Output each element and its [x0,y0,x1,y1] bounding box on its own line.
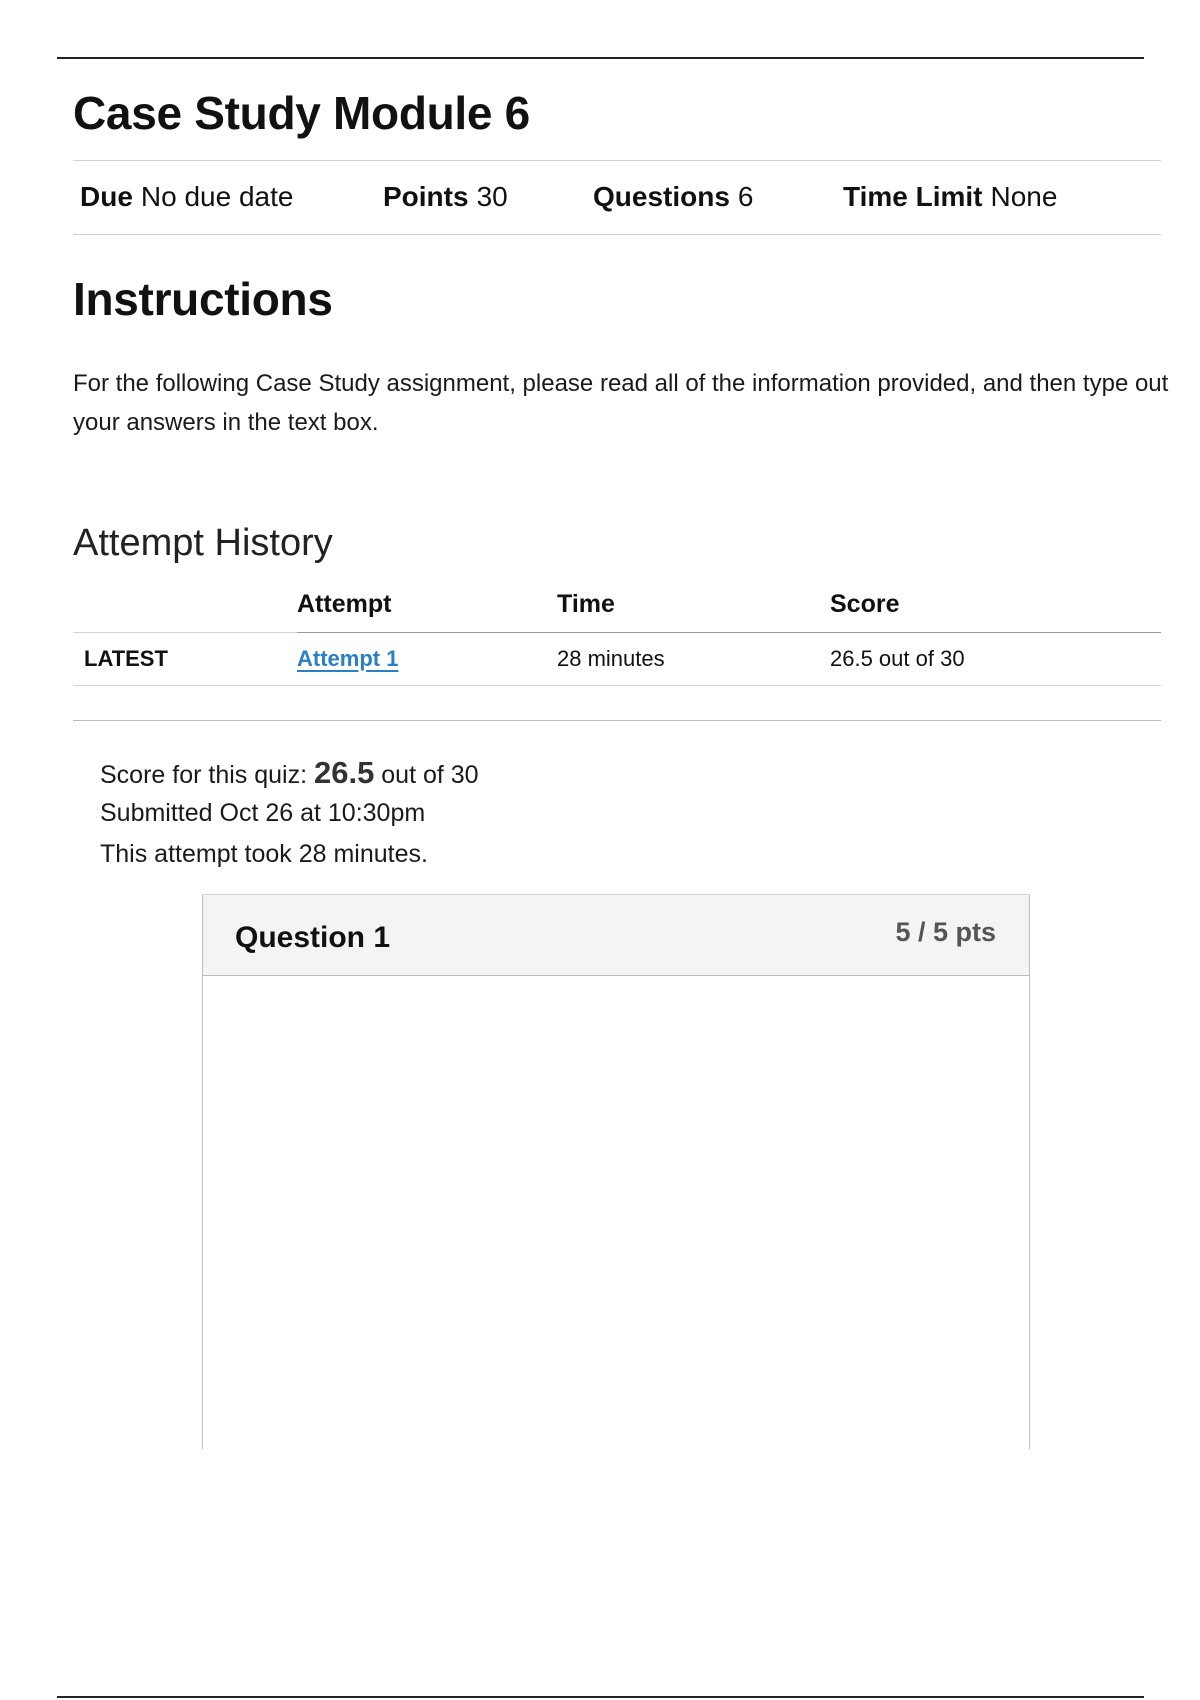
section-divider [73,720,1161,721]
quiz-meta-bar [73,160,1161,235]
meta-questions-value: 6 [737,181,754,212]
meta-time-limit-value: None [990,181,1058,212]
score-cell: 26.5 out of 30 [830,633,1161,686]
meta-points [383,181,508,213]
table-header-blank [73,590,297,633]
table-header-score: Score [830,590,1161,633]
time-cell: 28 minutes [557,633,830,686]
attempt-1-link[interactable]: Attempt 1 [297,646,399,671]
meta-time-limit-label: Time Limit [843,181,983,212]
attempt-cell [297,633,557,686]
latest-tag: LATEST [73,633,297,686]
table-header-time: Time [557,590,830,633]
attempt-history-heading: Attempt History [73,522,333,564]
question-card [202,894,1030,1449]
quiz-score-line [100,752,479,793]
page-title: Case Study Module 6 [73,87,530,139]
attempt-history-table [73,590,1161,686]
meta-due [80,181,293,213]
score-prefix: Score for this quiz: [100,761,314,789]
question-title: Question 1 [235,921,391,954]
meta-questions [593,181,754,213]
top-divider [57,57,1144,59]
question-header [203,895,1029,976]
meta-questions-label: Questions [593,181,730,212]
score-suffix: out of 30 [374,761,479,789]
meta-due-value: No due date [140,181,294,212]
table-header-attempt: Attempt [297,590,557,633]
instructions-text: For the following Case Study assignment, please read all of the information provided, and then type out your answers in the text box. [73,370,1169,436]
meta-points-value: 30 [476,181,508,212]
submitted-line: Submitted Oct 26 at 10:30pm [100,799,426,827]
score-value: 26.5 [313,755,375,790]
duration-line: This attempt took 28 minutes. [100,840,428,868]
quiz-summary [100,752,479,875]
meta-due-label: Due [80,181,133,212]
meta-points-label: Points [383,181,469,212]
table-header-row [73,590,1161,633]
bottom-divider [57,1696,1144,1698]
meta-time-limit [843,181,1057,213]
table-row [73,633,1161,686]
instructions-heading: Instructions [73,273,333,325]
question-points: 5 / 5 pts [895,917,996,947]
